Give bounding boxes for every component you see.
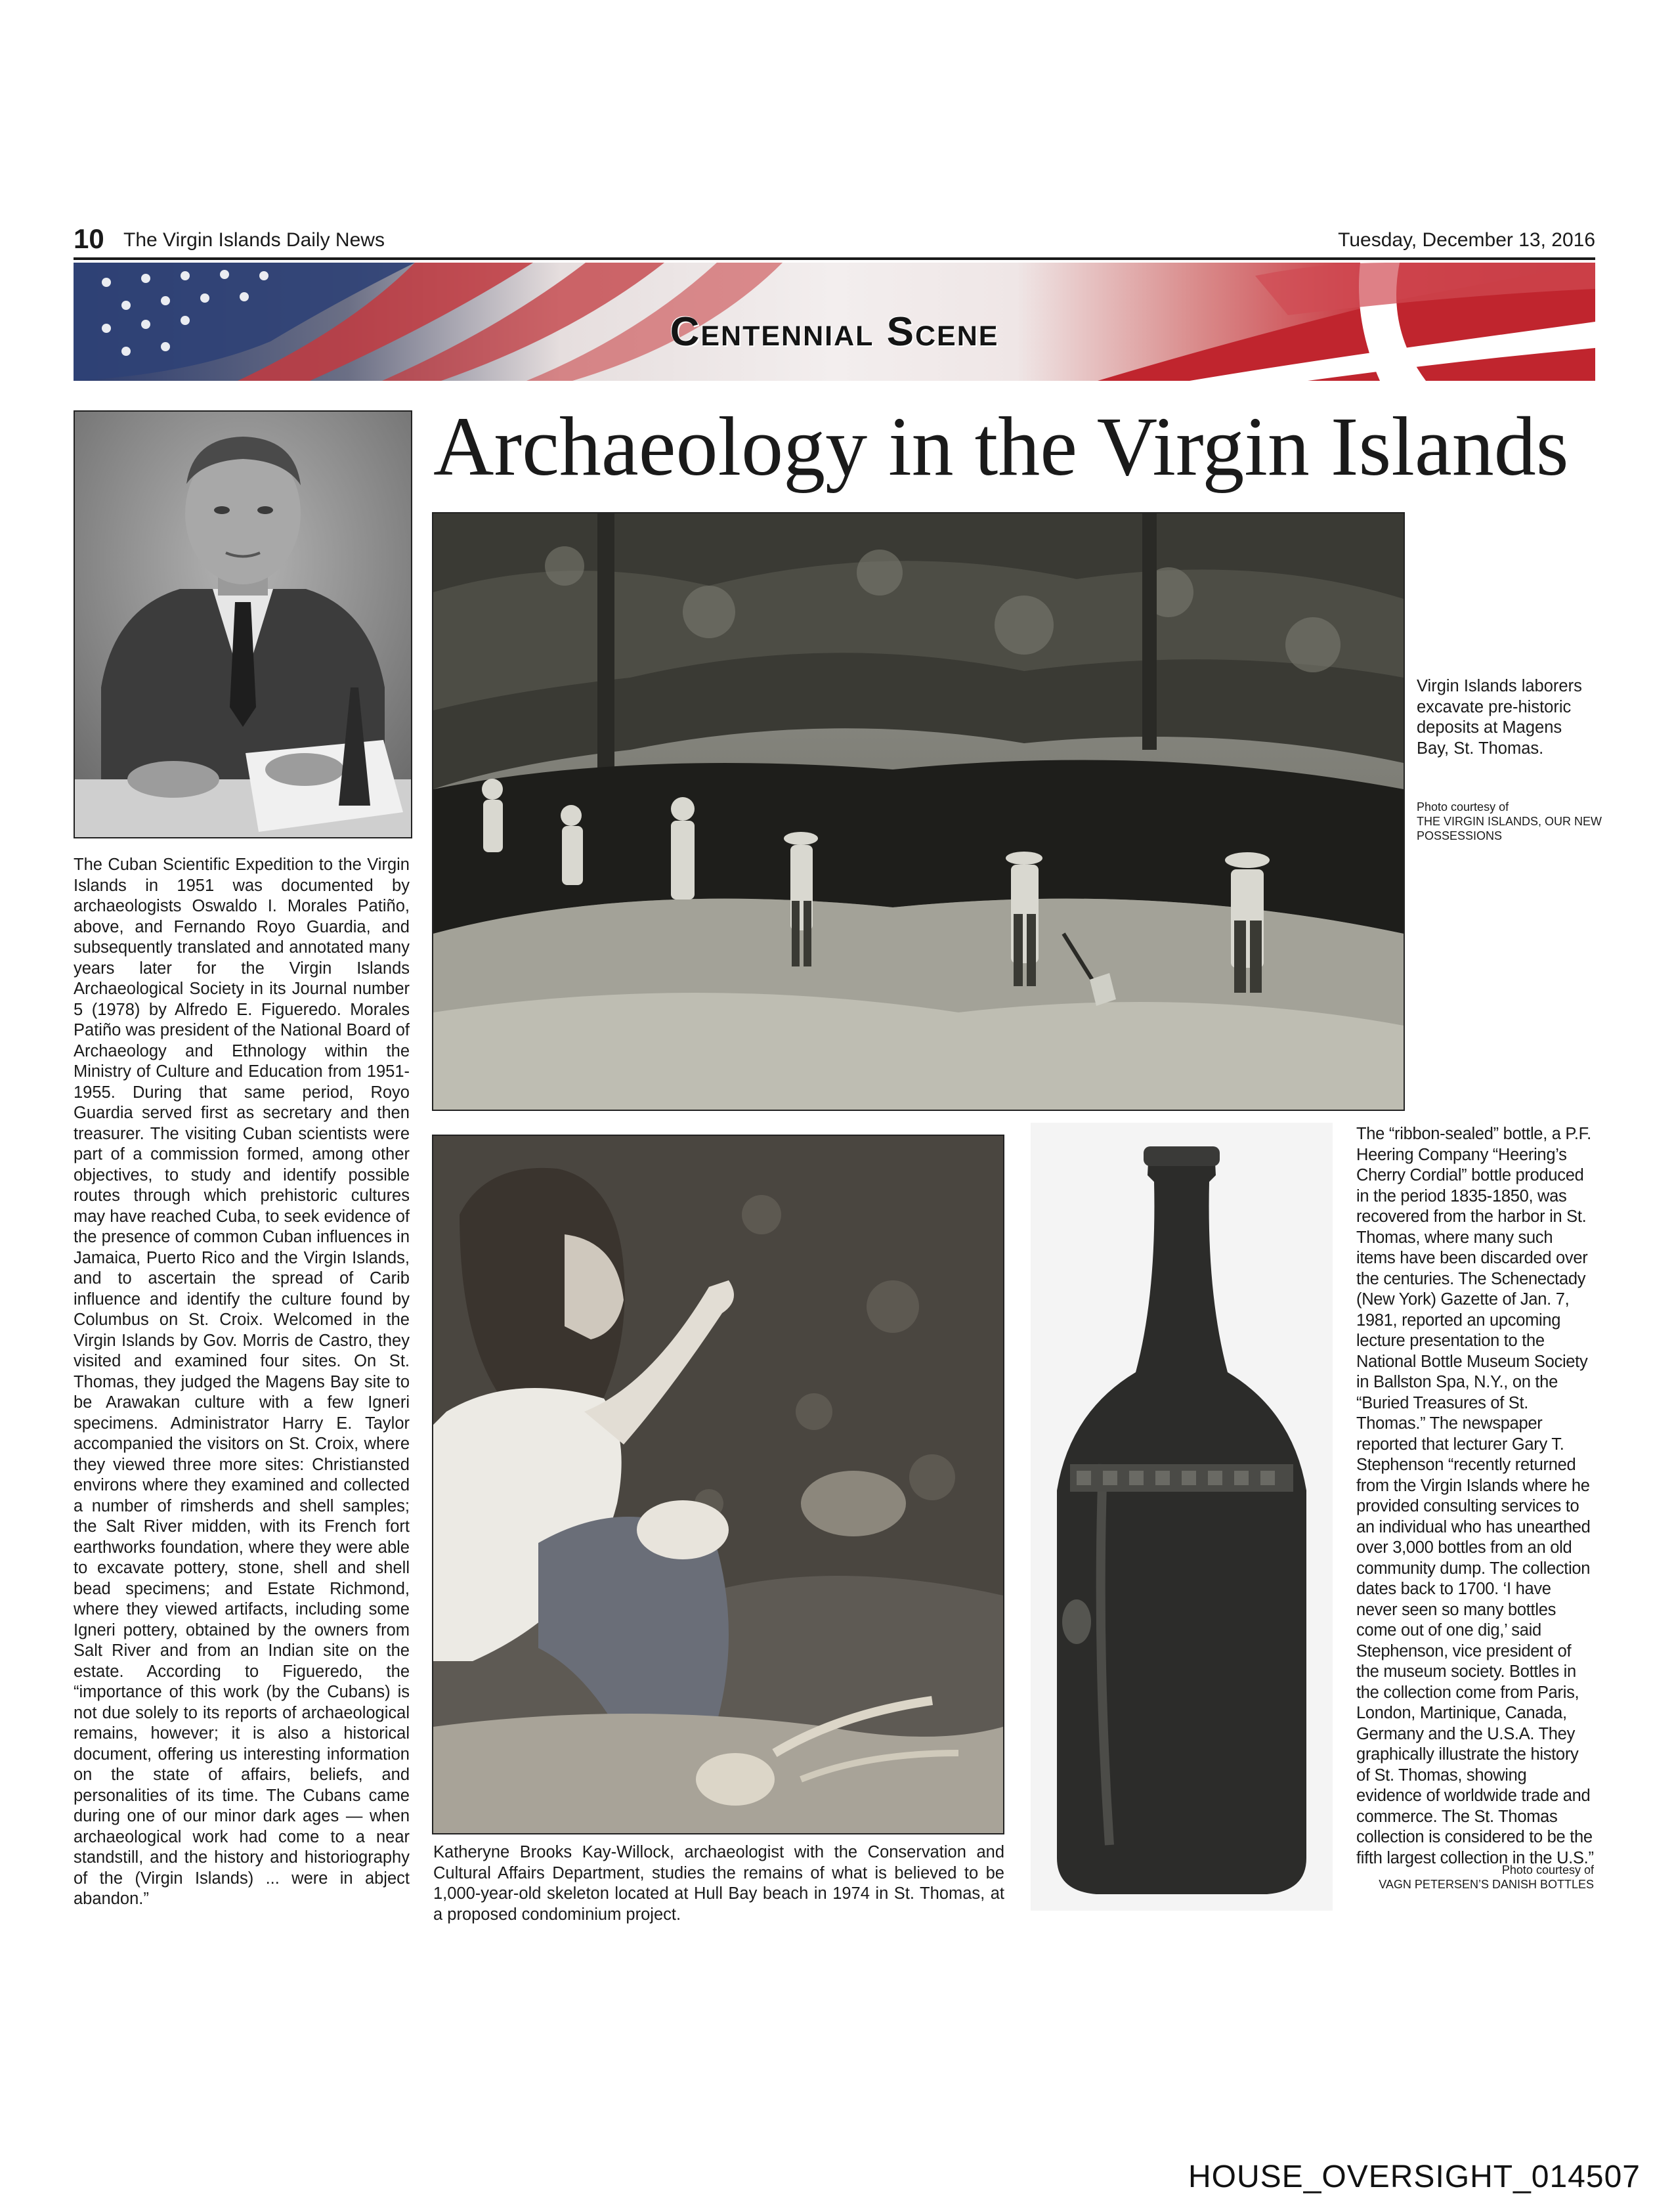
excavation-photo	[432, 512, 1405, 1111]
archaeologist-photo	[432, 1135, 1004, 1834]
excavation-credit-line-1: Photo courtesy of	[1417, 800, 1509, 813]
page-number: 10	[74, 223, 104, 254]
bottle-photo	[1031, 1123, 1333, 1911]
newspaper-name: The Virgin Islands Daily News	[123, 229, 385, 251]
section-title: Centennial Scene	[670, 309, 999, 355]
publication-date: Tuesday, December 13, 2016	[1338, 229, 1595, 251]
article-headline: Archaeology in the Virgin Islands	[433, 400, 1569, 493]
bottle-credit-line-1: Photo courtesy of	[1501, 1863, 1594, 1876]
portrait-photo	[74, 410, 412, 838]
bottle-photo-credit	[1356, 1863, 1594, 1892]
header-rule	[74, 257, 1595, 260]
document-id: HOUSE_OVERSIGHT_014507	[1188, 2159, 1641, 2194]
centennial-banner	[74, 263, 1595, 381]
bottle-credit-line-2: VAGN PETERSEN’S DANISH BOTTLES	[1379, 1878, 1594, 1891]
main-article-text: The Cuban Scientific Expedition to the Virgin Islands in 1951 was documented by archaeologists Oswaldo I. Morales Patiño, above, and Fernando Royo Guardia, and subsequently translated and annotated many years later for the Virgin Islands Archaeological Society in its Journal number 5 (1978) by Alfredo E. Figueredo. Morales Patiño was president of the National Board of Archaeology and Ethnology within the Ministry of Culture and Education from 1951-1955. During that same period, Royo Guardia served first as secretary and then treasurer. The visiting Cuban scientists were part of a commission formed, among other objectives, to study and identify possible routes through which prehistoric cultures may have reached Cuba, to seek evidence of the presence of common Cuban influences in Jamaica, Puerto Rico and the Virgin Islands, and to ascertain the spread of Carib influence and identify the culture found by Columbus on St. Croix. Welcomed in the Virgin Islands by Gov. Morris de Castro, they visited and examined four sites. On St. Thomas, they judged the Magens Bay site to be Arawakan culture with a few Igneri specimens. Administrator Harry E. Taylor accompanied the visitors on St. Croix, where they viewed three more sites: Christiansted environs where they examined and collected a number of rimsherds and shell samples; the Salt River midden, with its French fort earthworks foundation, where they were able to excavate pottery, stone, shell and shell bead specimens; and Estate Richmond, where they viewed artifacts, including some Igneri pottery, obtained by the owners from Salt River and from an Indian site on the estate. According to Figueredo, the “importance of this work (by the Cubans) is not due solely to its reports of archaeological remains, however; it is also a historical document, offering us interesting information on the state of affairs, beliefs, and personalities of its time. The Cubans came during one of our minor dark ages — when archaeological work had come to a near standstill, and the history and historiography of the (Virgin Islands) ... were in abject abandon.”	[74, 856, 410, 1908]
excavation-caption: Virgin Islands laborers excavate pre-historic deposits at Magens Bay, St. Thomas.	[1417, 677, 1582, 758]
bottle-article-text: The “ribbon-sealed” bottle, a P.F. Heering Company “Heering’s Cherry Cordial” bottle produced in the period 1835-1850, was recovered from the harbor in St. Thomas, where many such items have been discarded over the centuries. The Schenectady (New York) Gazette of Jan. 7, 1981, reported an upcoming lecture presentation to the National Bottle Museum Society in Ballston Spa, N.Y., on the “Buried Treasures of St. Thomas.” The newspaper reported that lecturer Gary T. Stephenson “recently returned from the Virgin Islands where he provided consulting services to an individual who has unearthed over 3,000 bottles from an old community dump. The collection dates back to 1700. ‘I have never seen so many bottles come out of one dig,’ said Stephenson, vice president of the museum society. Bottles in the collection come from Paris, London, Martinique, Canada, Germany and the U.S.A. They graphically illustrate the history of St. Thomas, showing evidence of worldwide trade and commerce. The St. Thomas collection is considered to be the fifth largest collection in the U.S.”	[1356, 1125, 1594, 1867]
excavation-photo-credit	[1417, 800, 1614, 843]
excavation-credit-line-2: THE VIRGIN ISLANDS, OUR NEW POSSESSIONS	[1417, 815, 1602, 842]
archaeologist-caption: Katheryne Brooks Kay-Willock, archaeologist with the Conservation and Cultural Affairs Department, studies the remains of what is believed to be 1,000-year-old skeleton located at Hull Bay beach in 1974 in St. Thomas, at a proposed condominium project.	[433, 1843, 1004, 1924]
